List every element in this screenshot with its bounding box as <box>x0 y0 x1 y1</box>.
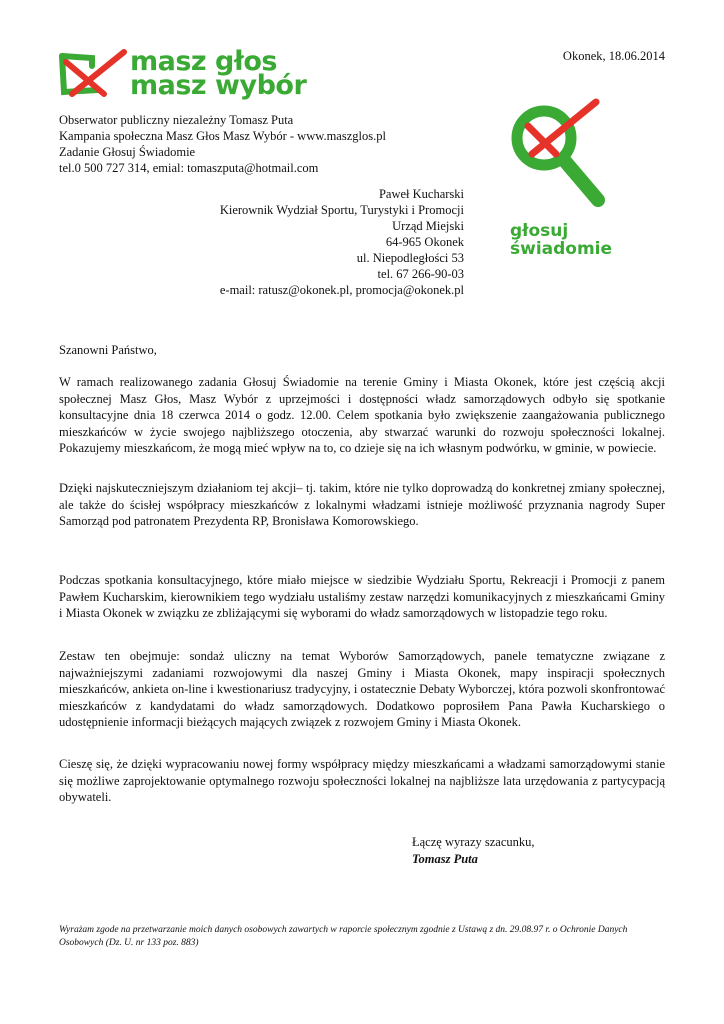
sender-line: Zadanie Głosuj Świadomie <box>59 145 196 159</box>
paragraph: Dzięki najskuteczniejszym działaniom tej akcji– tj. takim, które nie tylko doprowadzą do konkretnej zmiany społecznej, ale także do ścisłej współpracy mieszkańców z lokalnymi władzami istnieje możliwość przyznania nagrody Super Samorząd pod patronatem Prezydenta RP, Bronisława Komorowskiego. <box>59 481 665 528</box>
recipient-phone: tel. 67 266-90-03 <box>377 267 464 281</box>
signature: Tomasz Puta <box>412 852 478 866</box>
logo-line-2: masz wybór <box>130 70 307 101</box>
recipient-office: Urząd Miejski <box>392 219 464 233</box>
closing: Łączę wyrazy szacunku, <box>412 835 535 849</box>
glosuj-swiadomie-logo <box>496 98 616 263</box>
recipient-city: 64-965 Okonek <box>385 235 464 249</box>
magnifier-check-icon <box>504 98 614 210</box>
recipient-name: Paweł Kucharski <box>378 187 464 201</box>
sender-block <box>59 112 386 176</box>
greeting: Szanowni Państwo, <box>59 343 157 357</box>
campaign-line-1: głosuj <box>510 221 569 241</box>
paragraph: Podczas spotkania konsultacyjnego, które miało miejsce w siedzibie Wydziału Sportu, Rekreacji i Promocji z panem Pawłem Kucharskim, kierownikiem tego wydziału ustaliśmy zestaw narzędzi komunikacyjnych z mieszkańcami Gminy i Miasta Okonek w związku ze zbliżającymi się wyborami do władz samorządowych w listopadzie tego roku. <box>59 573 665 620</box>
masz-glos-logo <box>58 46 328 106</box>
recipient-street: ul. Niepodległości 53 <box>356 251 464 265</box>
recipient-block <box>220 186 464 298</box>
footnote: Wyrażam zgode na przetwarzanie moich danych osobowych zawartych w raporcie społecznym zgodnie z Ustawą z dn. 29.08.97 r. o Ochronie Danych Osobowych (Dz. U. nr 133 poz. 883) <box>59 925 628 948</box>
recipient-position: Kierownik Wydział Sportu, Turystyki i Promocji <box>219 203 464 217</box>
campaign-line-2: świadomie <box>510 239 613 259</box>
date-line: Okonek, 18.06.2014 <box>562 49 665 63</box>
recipient-email: e-mail: ratusz@okonek.pl, promocja@okonek.pl <box>219 283 464 297</box>
paragraph: Cieszę się, że dzięki wypracowaniu nowej formy współpracy między mieszkańcami a władzami samorządowymi stanie się możliwe zaprojektowanie optymalnego rozwoju społeczności lokalnej na najbliższe lata urzędowania z partycypacją obywateli. <box>59 757 665 804</box>
sender-line: Kampania społeczna Masz Głos Masz Wybór - www.maszglos.pl <box>59 129 386 143</box>
paragraph: W ramach realizowanego zadania Głosuj Świadomie na terenie Gminy i Miasta Okonek, które jest częścią akcji społecznej Masz Głos, Masz Wybór z uprzejmości i dostępności władz samorządowych odbyło się spotkanie konsultacyjne dnia 18 czerwca 2014 o godz. 12.00. Celem spotkania było zwiększenie zaangażowania publicznego mieszkańców w życie swojego najbliższego otoczenia, aby stwarzać warunki do rozwoju społeczności lokalnej. Pokazujemy mieszkańcom, że mogą mieć wpływ na to, co dzieje się na ich własnym podwórku, w gminie, w powiecie. <box>59 375 665 455</box>
paragraph: Zestaw ten obejmuje: sondaż uliczny na temat Wyborów Samorządowych, panele tematyczne związane z najważniejszymi zadaniami rozwojowymi dla naszej Gminy i Miasta Okonek, mapy inspiracji społecznych mieszkańców, ankieta on-line i kwestionariusz tradycyjny, i ostatecznie Debaty Wyborczej, która pozwoli skonfrontować mieszkańców z kandydatami do władz samorządowych. Dodatkowo poprosiłem Pana Pawła Kucharskiego o udostępnienie informacji bieżących mających związek z rozwojem Gminy i Miasta Okonek. <box>59 649 665 729</box>
sender-line: Obserwator publiczny niezależny Tomasz Puta <box>59 113 294 127</box>
logo-line-1: masz głos <box>130 46 278 77</box>
sender-line: tel.0 500 727 314, emial: tomaszputa@hotmail.com <box>59 161 319 175</box>
ballot-check-icon <box>58 48 128 100</box>
